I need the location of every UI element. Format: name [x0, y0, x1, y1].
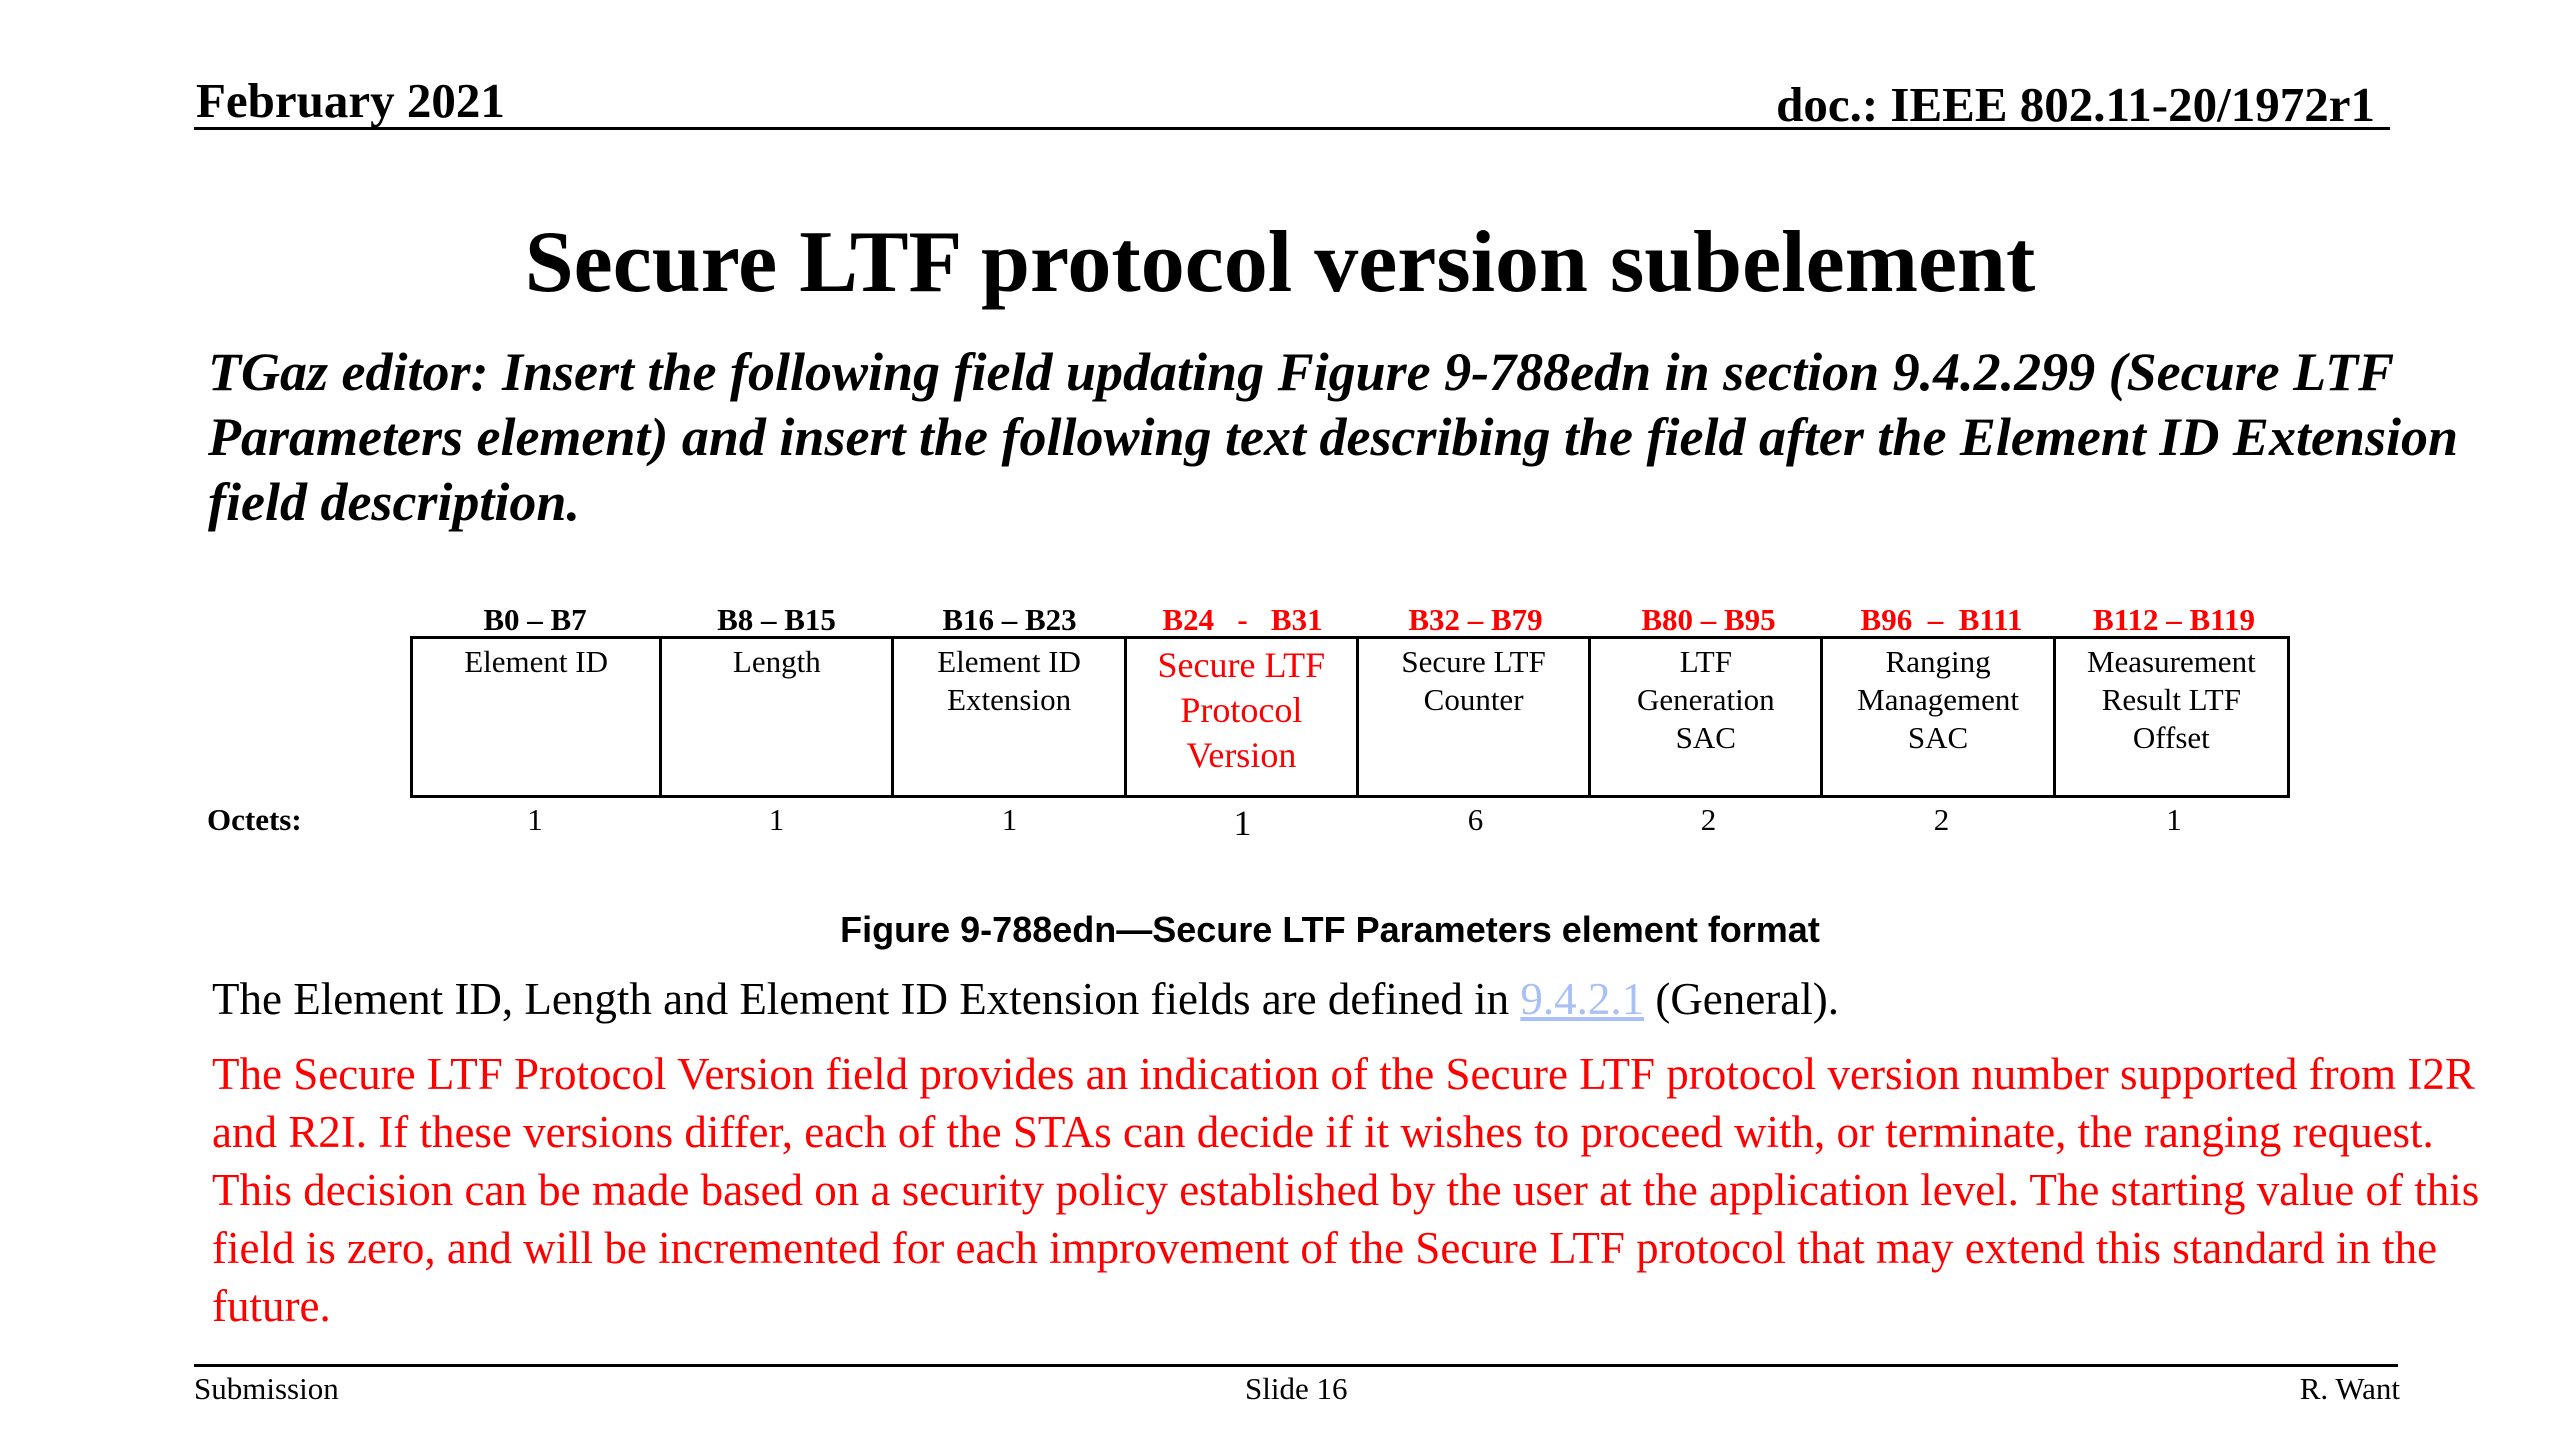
field-secure-ltf-protocol-version: Secure LTF Protocol Version	[1127, 639, 1359, 795]
bit-range-measurement-offset: B112 – B119	[2093, 602, 2255, 637]
header-doc-id: doc.: IEEE 802.11-20/1972r1	[1776, 77, 2375, 132]
header-date: February 2021	[196, 73, 505, 128]
field-element-id-extension: Element ID Extension	[894, 639, 1126, 795]
bit-range-row	[410, 600, 2290, 640]
header-divider	[194, 127, 2390, 130]
slide-title: Secure LTF protocol version subelement	[524, 214, 2036, 311]
octets-label: Octets:	[207, 802, 302, 837]
field-secure-ltf-counter: Secure LTF Counter	[1359, 639, 1591, 795]
section-link[interactable]: 9.4.2.1	[1520, 974, 1645, 1024]
footer-author: R. Want	[2299, 1371, 2400, 1406]
field-measurement-result-ltf-offset: Measurement Result LTF Offset	[2086, 644, 2256, 755]
figure-caption: Figure 9-788edn—Secure LTF Parameters element format	[840, 909, 1820, 950]
octets-length: 1	[768, 802, 785, 837]
octets-ranging-management-sac: 2	[1933, 802, 1950, 837]
footer-divider	[194, 1364, 2398, 1367]
octets-ltf-generation-sac: 2	[1700, 802, 1717, 837]
footer-submission: Submission	[194, 1371, 339, 1406]
octets-element-id-extension: 1	[1001, 802, 1018, 837]
protocol-version-description: The Secure LTF Protocol Version field provides an indication of the Secure LTF protocol version number supported from I2R and R2I. If these versions differ, each of the STAs can decide if it wishes to proceed with, or terminate, the ranging request. This decision can be made based on a security policy established by the user at the application level. The starting value of this field is zero, and will be incremented for each improvement of the Secure LTF protocol that may extend this standard in the future.	[212, 1049, 2480, 1331]
octets-element-id: 1	[527, 802, 543, 837]
field-ranging-management-sac: Ranging Management SAC	[1823, 639, 2055, 795]
footer-slide-number: Slide 16	[1245, 1371, 1348, 1406]
bit-range-protocol-version: B24 - B31	[1162, 602, 1323, 637]
editor-instruction: TGaz editor: Insert the following field updating Figure 9-788edn in section 9.4.2.299 (Secure LTF Parameters element) and insert the following text describing the field after the Element ID Extension field description.	[208, 342, 2458, 532]
definition-text-after: (General).	[1644, 974, 1839, 1024]
bit-range-ltf-generation-sac: B80 – B95	[1641, 602, 1776, 637]
octets-measurement-offset: 1	[2166, 802, 2182, 837]
octets-row	[410, 800, 2290, 843]
field-ltf-generation-sac: LTF Generation SAC	[1591, 639, 1823, 795]
field-element-id: Element ID	[413, 639, 662, 795]
definition-paragraph	[212, 970, 1839, 1028]
octets-protocol-version: 1	[1233, 803, 1252, 843]
bit-range-secure-ltf-counter: B32 – B79	[1408, 602, 1543, 637]
octets-secure-ltf-counter: 6	[1467, 802, 1484, 837]
bit-range-length: B8 – B15	[717, 602, 836, 637]
field-length: Length	[662, 639, 894, 795]
definition-text-before: The Element ID, Length and Element ID Extension fields are defined in	[212, 974, 1521, 1024]
field-format-table	[410, 636, 2290, 798]
bit-range-ranging-management-sac: B96 – B111	[1860, 602, 2023, 637]
bit-range-element-id: B0 – B7	[483, 602, 587, 637]
bit-range-element-id-extension: B16 – B23	[942, 602, 1077, 637]
